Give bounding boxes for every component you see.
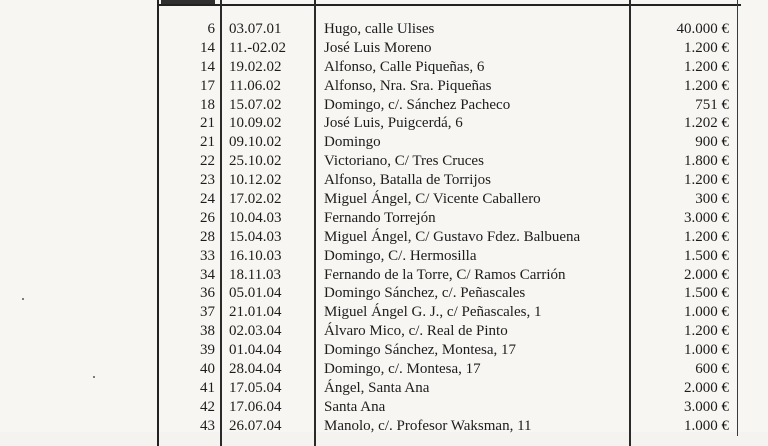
table-row bbox=[159, 341, 741, 360]
row-date: 16.10.03 bbox=[229, 247, 282, 264]
row-name: Fernando Torrejón bbox=[324, 209, 436, 226]
row-amount: 1.000 € bbox=[684, 417, 729, 434]
row-amount: 1.200 € bbox=[684, 58, 729, 75]
table-row bbox=[159, 417, 741, 436]
table-row bbox=[159, 39, 741, 58]
row-date: 26.07.04 bbox=[229, 417, 282, 434]
row-amount: 1.200 € bbox=[684, 172, 729, 189]
row-amount: 300 € bbox=[695, 191, 729, 208]
row-name: Alfonso, Batalla de Torrijos bbox=[324, 172, 491, 189]
row-number: 14 bbox=[200, 58, 215, 75]
row-amount: 40.000 € bbox=[676, 21, 729, 37]
row-number: 34 bbox=[200, 266, 215, 283]
row-date: 10.12.02 bbox=[229, 172, 282, 189]
row-name: Miguel Ángel, C/ Vicente Caballero bbox=[324, 191, 541, 208]
row-amount: 1.000 € bbox=[684, 304, 729, 321]
row-number: 18 bbox=[200, 96, 215, 113]
table-header bbox=[159, 0, 741, 6]
row-amount: 900 € bbox=[695, 134, 729, 151]
row-number: 28 bbox=[200, 228, 215, 245]
table-row bbox=[159, 58, 741, 77]
row-number: 23 bbox=[200, 172, 215, 189]
row-date: 10.09.02 bbox=[229, 115, 282, 132]
row-number: 26 bbox=[200, 209, 215, 226]
table-row bbox=[159, 303, 741, 322]
row-name: Ángel, Santa Ana bbox=[324, 379, 430, 396]
row-amount: 1.800 € bbox=[684, 153, 729, 170]
row-date: 21.01.04 bbox=[229, 304, 282, 321]
header-cell-number bbox=[161, 0, 215, 4]
table-row bbox=[159, 77, 741, 96]
row-name: Miguel Ángel, C/ Gustavo Fdez. Balbuena bbox=[324, 228, 581, 245]
row-amount: 1.500 € bbox=[684, 285, 729, 302]
row-amount: 1.200 € bbox=[684, 39, 729, 56]
row-name: José Luis Moreno bbox=[324, 39, 432, 56]
row-number: 24 bbox=[200, 191, 215, 208]
header-cell-date bbox=[223, 0, 311, 4]
header-cell-amount bbox=[633, 0, 737, 4]
table-row bbox=[159, 398, 741, 417]
row-number: 21 bbox=[200, 115, 215, 132]
row-date: 03.07.01 bbox=[229, 21, 282, 37]
row-date: 17.06.04 bbox=[229, 398, 282, 415]
table-row bbox=[159, 133, 741, 152]
row-date: 01.04.04 bbox=[229, 342, 282, 359]
row-amount: 2.000 € bbox=[684, 379, 729, 396]
row-date: 18.11.03 bbox=[229, 266, 281, 283]
row-date: 15.04.03 bbox=[229, 228, 282, 245]
row-date: 05.01.04 bbox=[229, 285, 282, 302]
row-name: Alfonso, Nra. Sra. Piqueñas bbox=[324, 77, 492, 94]
table-row bbox=[159, 322, 741, 341]
table-row bbox=[159, 379, 741, 398]
table-row bbox=[159, 247, 741, 266]
row-name: Domingo, c/. Sánchez Pacheco bbox=[324, 96, 511, 113]
row-amount: 1.000 € bbox=[684, 342, 729, 359]
row-name: Domingo, C/. Hermosilla bbox=[324, 247, 477, 264]
row-amount: 600 € bbox=[695, 361, 729, 378]
table-row bbox=[159, 171, 741, 190]
row-number: 14 bbox=[200, 39, 215, 56]
row-amount: 1.200 € bbox=[684, 228, 729, 245]
table-row bbox=[159, 152, 741, 171]
row-name: Miguel Ángel G. J., c/ Peñascales, 1 bbox=[324, 304, 542, 321]
row-date: 25.10.02 bbox=[229, 153, 282, 170]
row-name: Alfonso, Calle Piqueñas, 6 bbox=[324, 58, 485, 75]
row-amount: 3.000 € bbox=[684, 209, 729, 226]
table-row bbox=[159, 284, 741, 303]
row-name: Manolo, c/. Profesor Waksman, 11 bbox=[324, 417, 532, 434]
row-date: 02.03.04 bbox=[229, 323, 282, 340]
row-name: Santa Ana bbox=[324, 398, 386, 415]
row-date: 15.07.02 bbox=[229, 96, 282, 113]
row-number: 22 bbox=[200, 153, 215, 170]
row-number: 17 bbox=[200, 77, 215, 94]
row-date: 28.04.04 bbox=[229, 361, 282, 378]
row-number: 41 bbox=[200, 379, 215, 396]
table-row bbox=[159, 114, 741, 133]
row-date: 11.-02.02 bbox=[229, 39, 286, 56]
row-number: 43 bbox=[200, 417, 215, 434]
row-number: 6 bbox=[207, 21, 215, 37]
row-amount: 2.000 € bbox=[684, 266, 729, 283]
row-name: Domingo bbox=[324, 134, 381, 151]
scan-speck bbox=[22, 298, 24, 300]
row-name: Domingo Sánchez, Montesa, 17 bbox=[324, 342, 517, 359]
row-amount: 3.000 € bbox=[684, 398, 729, 415]
table-row bbox=[159, 96, 741, 115]
table-row bbox=[159, 360, 741, 379]
table-row bbox=[159, 20, 741, 39]
table-body bbox=[159, 20, 741, 436]
row-number: 39 bbox=[200, 342, 215, 359]
row-date: 17.02.02 bbox=[229, 191, 282, 208]
row-name: Álvaro Mico, c/. Real de Pinto bbox=[324, 323, 508, 340]
row-date: 17.05.04 bbox=[229, 379, 282, 396]
row-number: 42 bbox=[200, 398, 215, 415]
table-row bbox=[159, 266, 741, 285]
row-number: 36 bbox=[200, 285, 215, 302]
row-number: 37 bbox=[200, 304, 215, 321]
row-date: 11.06.02 bbox=[229, 77, 281, 94]
scan-speck bbox=[93, 376, 95, 378]
row-number: 21 bbox=[200, 134, 215, 151]
row-number: 33 bbox=[200, 247, 215, 264]
header-cell-name bbox=[317, 0, 627, 4]
row-name: Domingo, c/. Montesa, 17 bbox=[324, 361, 481, 378]
row-date: 19.02.02 bbox=[229, 58, 282, 75]
row-name: José Luis, Puigcerdá, 6 bbox=[324, 115, 463, 132]
row-date: 10.04.03 bbox=[229, 209, 282, 226]
payments-table bbox=[157, 0, 741, 446]
row-number: 38 bbox=[200, 323, 215, 340]
row-name: Victoriano, C/ Tres Cruces bbox=[324, 153, 484, 170]
row-name: Hugo, calle Ulises bbox=[324, 21, 435, 37]
row-amount: 1.200 € bbox=[684, 77, 729, 94]
table-row bbox=[159, 209, 741, 228]
table-row bbox=[159, 228, 741, 247]
row-amount: 751 € bbox=[695, 96, 729, 113]
row-amount: 1.202 € bbox=[684, 115, 729, 132]
row-date: 09.10.02 bbox=[229, 134, 282, 151]
table-row bbox=[159, 190, 741, 209]
row-number: 40 bbox=[200, 361, 215, 378]
row-amount: 1.500 € bbox=[684, 247, 729, 264]
row-amount: 1.200 € bbox=[684, 323, 729, 340]
row-name: Domingo Sánchez, c/. Peñascales bbox=[324, 285, 526, 302]
row-name: Fernando de la Torre, C/ Ramos Carrión bbox=[324, 266, 566, 283]
